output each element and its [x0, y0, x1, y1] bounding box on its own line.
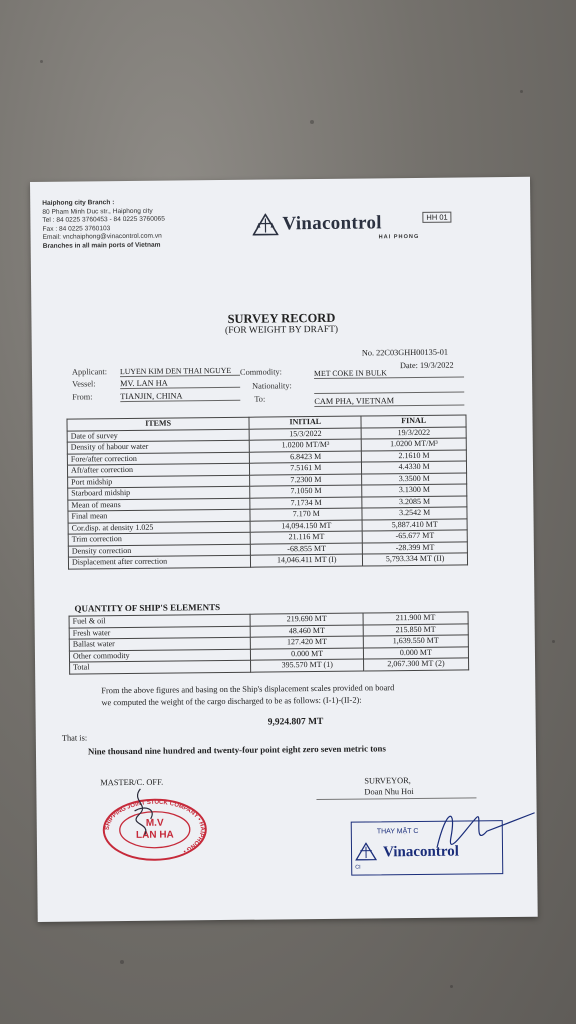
seal-scales-icon: [355, 842, 377, 860]
record-date: Date: 19/3/2022: [399, 360, 454, 371]
branch-address: 80 Pham Minh Duc str., Haiphong city: [42, 207, 153, 216]
final-value: -65.677 MT: [363, 530, 468, 543]
ground-speck: [310, 120, 314, 124]
master-signature: [120, 781, 171, 842]
initial-value: 7.1050 M: [250, 485, 362, 498]
initial-value: 7.1734 M: [250, 497, 362, 510]
computation-note-line1: From the above figures and basing on the Ship's displacement scales provided on board: [101, 683, 395, 696]
final-value: 4.4330 M: [362, 461, 467, 474]
final-value: 3.3500 M: [362, 472, 467, 485]
surveyor-signature: [406, 797, 537, 868]
record-number: No. 22C03GHH00135-01: [361, 347, 449, 358]
item-label: Date of survey: [67, 429, 249, 442]
logo-name: Vinacontrol: [282, 212, 382, 235]
item-label: Fore/after correction: [67, 452, 249, 465]
element-label: Fresh water: [69, 626, 251, 639]
stamp-center-line1: M.V: [145, 817, 164, 829]
item-label: Port midship: [68, 475, 250, 488]
item-label: Trim correction: [68, 532, 250, 545]
draft-survey-table: [66, 414, 468, 569]
final-value: 3.1300 M: [362, 484, 467, 497]
branch-tel: Tel : 84 0225 3760453 - 84 0225 3760065: [42, 215, 165, 225]
final-value: 1.0200 MT/M³: [362, 438, 467, 451]
item-label: Density correction: [68, 544, 250, 557]
final-value: 215.850 MT: [363, 623, 468, 636]
final-value: 2.1610 M: [362, 449, 467, 462]
element-label: Total: [70, 660, 252, 673]
initial-value: 7.2300 M: [250, 474, 362, 487]
final-value: -28.399 MT: [363, 541, 468, 554]
final-value: 3.2542 M: [362, 507, 467, 520]
initial-value: 48.460 MT: [251, 625, 364, 638]
applicant-label: Applicant:: [71, 367, 108, 377]
commodity-value: MET COKE IN BULK: [314, 367, 464, 379]
final-value: 19/3/2022: [361, 426, 466, 439]
logo-location: HAI PHONG: [378, 233, 420, 241]
to-value: CAM PHA, VIETNAM: [314, 395, 464, 407]
ground-speck: [552, 640, 555, 643]
ship-elements-heading: QUANTITY OF SHIP'S ELEMENTS: [74, 602, 221, 614]
from-label: From:: [72, 392, 93, 402]
scales-icon: [252, 213, 278, 235]
initial-value: 127.420 MT: [251, 636, 364, 649]
branch-email: Email: vnchaiphong@vinacontrol.com.vn: [42, 232, 162, 242]
weight-in-words: Nine thousand nine hundred and twenty-four point eight zero seven metric tons: [87, 743, 386, 757]
final-value: 5,793.334 MT (II): [363, 553, 468, 566]
stamp-ring-text: SHIPPING JOINT STOCK COMPANY • HAIPHONG •: [104, 799, 205, 854]
ground-speck: [120, 960, 124, 964]
ground-speck: [520, 90, 523, 93]
header-items: ITEMS: [67, 417, 249, 430]
header-final: FINAL: [361, 415, 466, 428]
seal-on-behalf: THAY MẶT C: [376, 827, 419, 836]
item-label: Mean of means: [68, 498, 250, 511]
initial-value: 219.690 MT: [250, 613, 363, 626]
seal-ci: CI: [355, 864, 361, 871]
that-is-label: That is:: [61, 733, 88, 743]
survey-document: [30, 177, 538, 922]
ship-elements-table: [69, 611, 470, 674]
final-value: 5,887.410 MT: [362, 518, 467, 531]
computation-note-line2: we computed the weight of the cargo discharged to be as follows: (I-1)-(II-2):: [101, 695, 362, 708]
initial-value: 7.170 M: [250, 508, 362, 521]
branch-network: Branches in all main ports of Vietnam: [42, 241, 161, 250]
surveyor-label: SURVEYOR,: [364, 776, 411, 786]
form-code: HH 01: [422, 212, 451, 223]
branch-fax: Fax : 84 0225 3760103: [42, 224, 111, 233]
commodity-label: Commodity:: [239, 367, 283, 377]
initial-value: 21.116 MT: [250, 531, 362, 544]
ground-speck: [450, 985, 453, 988]
element-label: Other commodity: [69, 649, 251, 662]
final-value: 3.2085 M: [362, 495, 467, 508]
initial-value: 14,094.150 MT: [250, 520, 362, 533]
stamp-center-line2: LAN HA: [135, 829, 174, 841]
document-subtitle: (FOR WEIGHT BY DRAFT): [224, 324, 339, 336]
header-initial: INITIAL: [249, 416, 361, 429]
vinacontrol-logo: [252, 212, 382, 235]
final-value: 211.900 MT: [363, 612, 468, 625]
ground-speck: [40, 60, 43, 63]
final-value: 1,639.550 MT: [363, 635, 468, 648]
element-label: Fuel & oil: [69, 614, 251, 627]
initial-value: -68.855 MT: [250, 543, 362, 556]
branch-name: Haiphong city Branch :: [42, 199, 115, 207]
item-label: Starboard midship: [68, 486, 250, 499]
branch-info: [42, 199, 165, 252]
item-label: Final mean: [68, 509, 250, 522]
document-title: SURVEY RECORD: [227, 310, 336, 326]
from-value: TIANJIN, CHINA: [120, 391, 240, 402]
applicant-value: LUYEN KIM DEN THAI NGUYE: [120, 366, 240, 377]
vessel-label: Vessel:: [72, 379, 96, 389]
initial-value: 6.8423 M: [249, 451, 361, 464]
item-label: Density of habour water: [67, 440, 249, 453]
seal-name: Vinacontrol: [382, 843, 459, 861]
item-label: Cor.disp. at density 1.025: [68, 521, 250, 534]
initial-value: 395.570 MT (1): [251, 659, 364, 672]
final-value: 2,067.300 MT (2): [363, 658, 468, 671]
vessel-value: MV. LAN HA: [120, 378, 240, 389]
initial-value: 0.000 MT: [251, 648, 364, 661]
master-label: MASTER/C. OFF.: [100, 777, 164, 788]
initial-value: 7.5161 M: [250, 462, 362, 475]
final-value: 0.000 MT: [363, 646, 468, 659]
item-label: Displacement after correction: [68, 555, 250, 568]
element-label: Ballast water: [69, 637, 251, 650]
initial-value: 1.0200 MT/M³: [249, 439, 361, 452]
nationality-label: Nationality:: [252, 381, 292, 391]
nationality-value: [314, 381, 464, 394]
to-label: To:: [254, 394, 266, 404]
initial-value: 15/3/2022: [249, 428, 361, 441]
item-label: Aft/after correction: [67, 463, 249, 476]
initial-value: 14,046.411 MT (I): [251, 554, 363, 567]
surveyor-name: Doan Nhu Hoi: [364, 787, 414, 797]
cargo-weight-result: 9,924.807 MT: [267, 716, 324, 728]
